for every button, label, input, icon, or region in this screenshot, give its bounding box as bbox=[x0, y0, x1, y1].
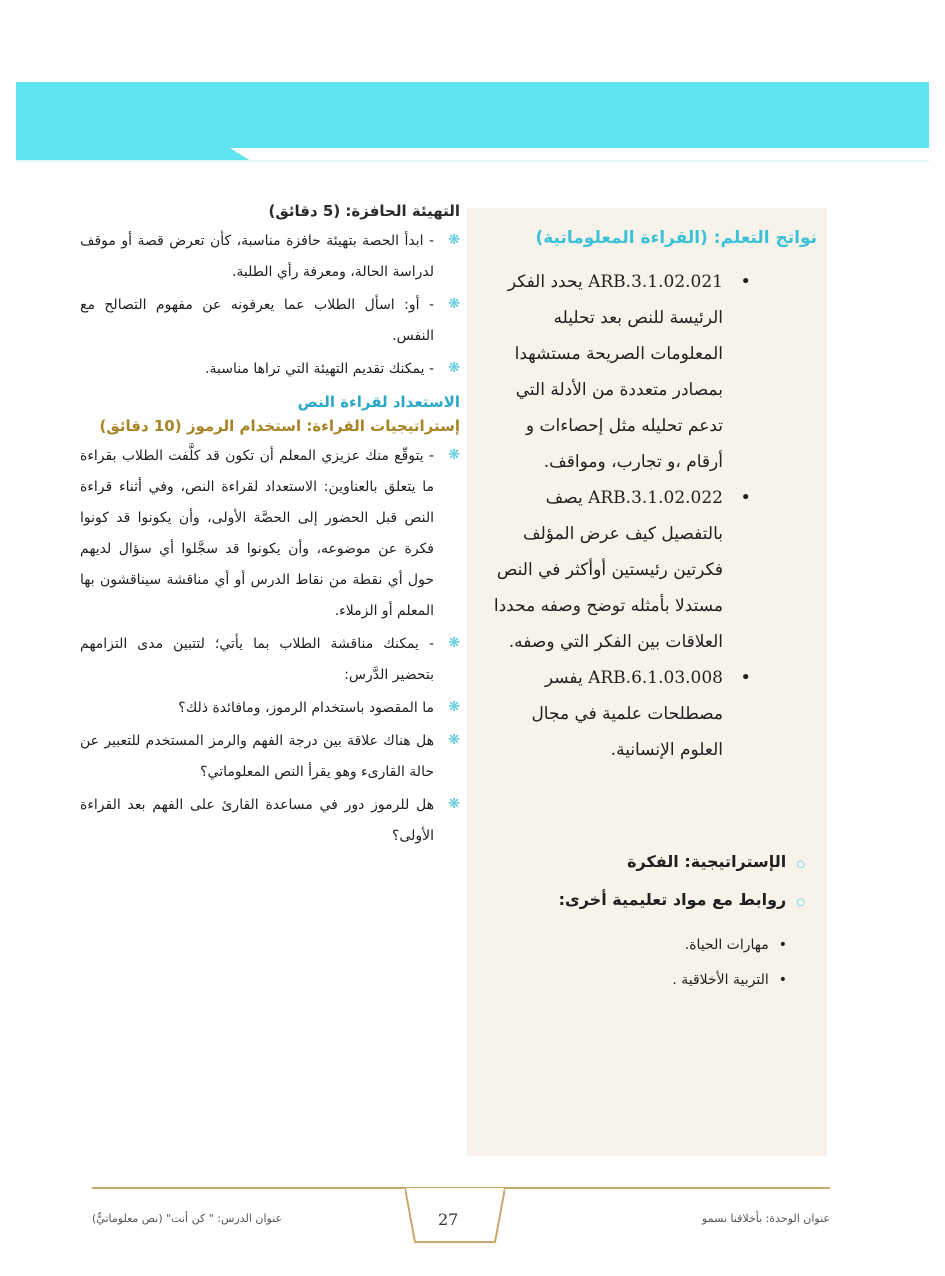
lesson-content bbox=[80, 202, 460, 854]
asterisk-icon: ❋ bbox=[448, 232, 460, 248]
asterisk-icon: ❋ bbox=[448, 635, 460, 651]
list-item: ❋ - ابدأ الحصة بتهيئة حافزة مناسبة، كأن تعرض قصة أو موقف لدراسة الحالة، ومعرفة رأي الطلبة. bbox=[80, 226, 460, 288]
header-divider bbox=[16, 160, 929, 162]
asterisk-icon: ❋ bbox=[448, 732, 460, 748]
links-list bbox=[672, 928, 787, 998]
links-heading: ○روابط مع مواد تعليمية أخرى: bbox=[558, 890, 805, 909]
circle-bullet-icon: ○ bbox=[796, 859, 805, 870]
list-item: ❋ هل هناك علاقة بين درجة الفهم والرمز المستخدم للتعبير عن حالة القارىء وهو يقرأ النص المعلوماتي؟ bbox=[80, 726, 460, 788]
footer-unit-title: عنوان الوحدة: بأخلاقنا نسمو bbox=[702, 1212, 830, 1225]
outcomes-title: نواتج التعلم: (القراءة المعلوماتية) bbox=[535, 228, 817, 248]
list-item: ❋ ما المقصود باستخدام الرموز، ومافائدة ذلك؟ bbox=[80, 693, 460, 724]
list-item: ❋ - يمكنك تقديم التهيئة التي تراها مناسبة. bbox=[80, 354, 460, 385]
outcome-item: • ARB.3.1.02.022 يصف بالتفصيل كيف عرض المؤلف فكرتين رئيستين أوأكثر في النص مستدلا بأمثله توضح وصفه محددا العلاقات بين الفكر التي وصفه. bbox=[489, 480, 809, 660]
list-item: ❋ - يتوقّع منك عزيزي المعلم أن تكون قد كلَّفت الطلاب بقراءة ما يتعلق بالعناوين: الاستعداد لقراءة النص، وفي أثناء قراءة النص قبل الحضور إلى الحصَّة الأولى، وأن يكونوا قد كونوا فكرة عن موضوعه، وأن يكونوا قد سجَّلوا أي سؤال لديهم حول أي نقطة من نقاط الدرس أو أي مناقشة سيناقشون بها المعلم أو الزملاء. bbox=[80, 441, 460, 627]
strategy-list bbox=[80, 441, 460, 852]
warmup-list bbox=[80, 226, 460, 385]
outcomes-list bbox=[489, 264, 809, 768]
strategy-subheading: إستراتيجيات القراءة: استخدام الرموز (10 دقائق) bbox=[99, 417, 460, 435]
strategy-heading: ○الإستراتيجية: الفكرة bbox=[627, 852, 805, 871]
outcome-item: • ARB.6.1.03.008 يفسر مصطلحات علمية في مجال العلوم الإنسانية. bbox=[489, 660, 809, 768]
prep-heading: الاستعداد لقراءة النص bbox=[297, 393, 460, 411]
list-item: ❋ - يمكنك مناقشة الطلاب بما يأتي؛ لتتبين مدى التزامهم بتحضير الدَّرس: bbox=[80, 629, 460, 691]
asterisk-icon: ❋ bbox=[448, 796, 460, 812]
asterisk-icon: ❋ bbox=[448, 296, 460, 312]
outcome-item: • ARB.3.1.02.021 يحدد الفكر الرئيسة للنص بعد تحليله المعلومات الصريحة مستشهدا بمصادر متعددة من الأدلة التي تدعم تحليله مثل إحصاءات و أرقام ،و تجارب، ومواقف. bbox=[489, 264, 809, 480]
circle-bullet-icon: ○ bbox=[796, 897, 805, 908]
footer-lesson-title: عنوان الدرس: " كن أنت" (نص معلوماتيٌّ) bbox=[92, 1212, 283, 1225]
bullet-icon: • bbox=[740, 271, 751, 292]
warmup-heading: التهيئة الحافزة: (5 دقائق) bbox=[268, 202, 460, 220]
list-item: ❋ هل للرموز دور في مساعدة القارئ على الفهم بعد القراءة الأولى؟ bbox=[80, 790, 460, 852]
list-item: ❋ - أو: اسأل الطلاب عما يعرفونه عن مفهوم التصالح مع النفس. bbox=[80, 290, 460, 352]
bullet-icon: • bbox=[740, 487, 751, 508]
asterisk-icon: ❋ bbox=[448, 447, 460, 463]
link-item: • التربية الأخلاقية . bbox=[672, 963, 787, 998]
page-number: 27 bbox=[438, 1210, 459, 1229]
bullet-icon: • bbox=[740, 667, 751, 688]
asterisk-icon: ❋ bbox=[448, 360, 460, 376]
outcomes-panel bbox=[467, 208, 827, 1156]
asterisk-icon: ❋ bbox=[448, 699, 460, 715]
link-item: • مهارات الحياة. bbox=[672, 928, 787, 963]
